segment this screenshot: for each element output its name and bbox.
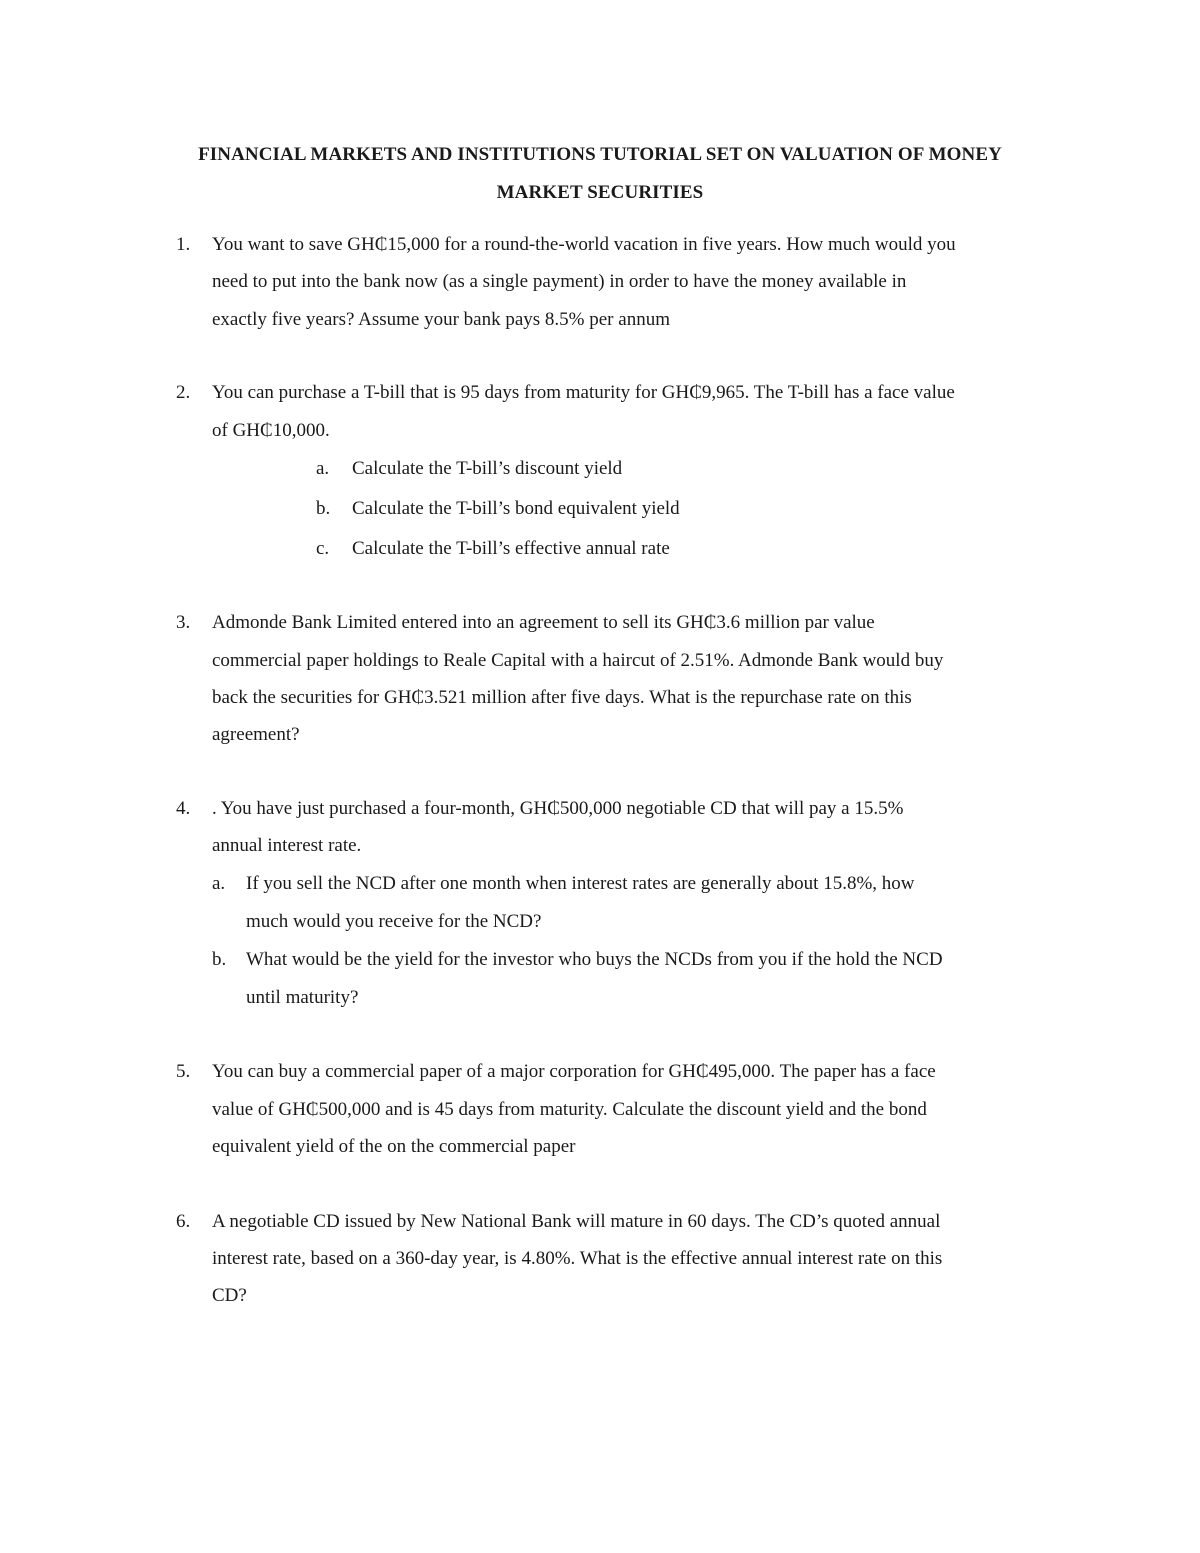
question-text-line: annual interest rate. [212,835,362,856]
sub-question-letter: b. [212,949,227,970]
question-text-line: You can purchase a T-bill that is 95 days from maturity for GH₵9,965. The T-bill has a face value [212,382,955,403]
sub-question-text: until maturity? [246,987,359,1008]
question-text-line: agreement? [212,724,300,745]
document-title [120,136,1080,212]
question-text-line: commercial paper holdings to Reale Capital with a haircut of 2.51%. Admonde Bank would buy [212,650,944,671]
question-text-line: . You have just purchased a four-month, GH₵500,000 negotiable CD that will pay a 15.5% [212,798,904,819]
sub-question-text: Calculate the T-bill’s effective annual rate [352,538,670,559]
question-text-line: exactly five years? Assume your bank pays 8.5% per annum [212,309,670,330]
question-text-line: of GH₵10,000. [212,420,330,441]
sub-question-text: much would you receive for the NCD? [246,911,542,932]
question-number: 4. [176,798,191,819]
question-text-line: You can buy a commercial paper of a major corporation for GH₵495,000. The paper has a face [212,1061,936,1082]
question-number: 1. [176,234,191,255]
question-number: 2. [176,382,191,403]
question-text-line: interest rate, based on a 360-day year, is 4.80%. What is the effective annual interest rate on this [212,1248,943,1269]
sub-question-text: If you sell the NCD after one month when interest rates are generally about 15.8%, how [246,873,915,894]
sub-question-letter: a. [212,873,226,894]
question-text-line: back the securities for GH₵3.521 million after five days. What is the repurchase rate on this [212,687,912,708]
question-number: 5. [176,1061,191,1082]
question-number: 3. [176,612,191,633]
question-text-line: value of GH₵500,000 and is 45 days from maturity. Calculate the discount yield and the bond [212,1099,927,1120]
sub-question-text: What would be the yield for the investor who buys the NCDs from you if the hold the NCD [246,949,943,970]
title-line-1: FINANCIAL MARKETS AND INSTITUTIONS TUTORIAL SET ON VALUATION OF MONEY [198,144,1002,165]
question-text-line: Admonde Bank Limited entered into an agreement to sell its GH₵3.6 million par value [212,612,875,633]
sub-question-text: Calculate the T-bill’s bond equivalent yield [352,498,680,519]
question-text-line: equivalent yield of the on the commercial paper [212,1136,576,1157]
sub-question-letter: b. [316,498,331,519]
question-number: 6. [176,1211,191,1232]
question-text-line: CD? [212,1285,247,1306]
sub-question-letter: c. [316,538,330,559]
question-text-line: You want to save GH₵15,000 for a round-the-world vacation in five years. How much would you [212,234,956,255]
sub-question-text: Calculate the T-bill’s discount yield [352,458,623,479]
question-text-line: need to put into the bank now (as a single payment) in order to have the money available in [212,271,907,292]
title-line-2: MARKET SECURITIES [496,182,704,203]
sub-question-letter: a. [316,458,330,479]
question-text-line: A negotiable CD issued by New National Bank will mature in 60 days. The CD’s quoted annual [212,1211,941,1232]
